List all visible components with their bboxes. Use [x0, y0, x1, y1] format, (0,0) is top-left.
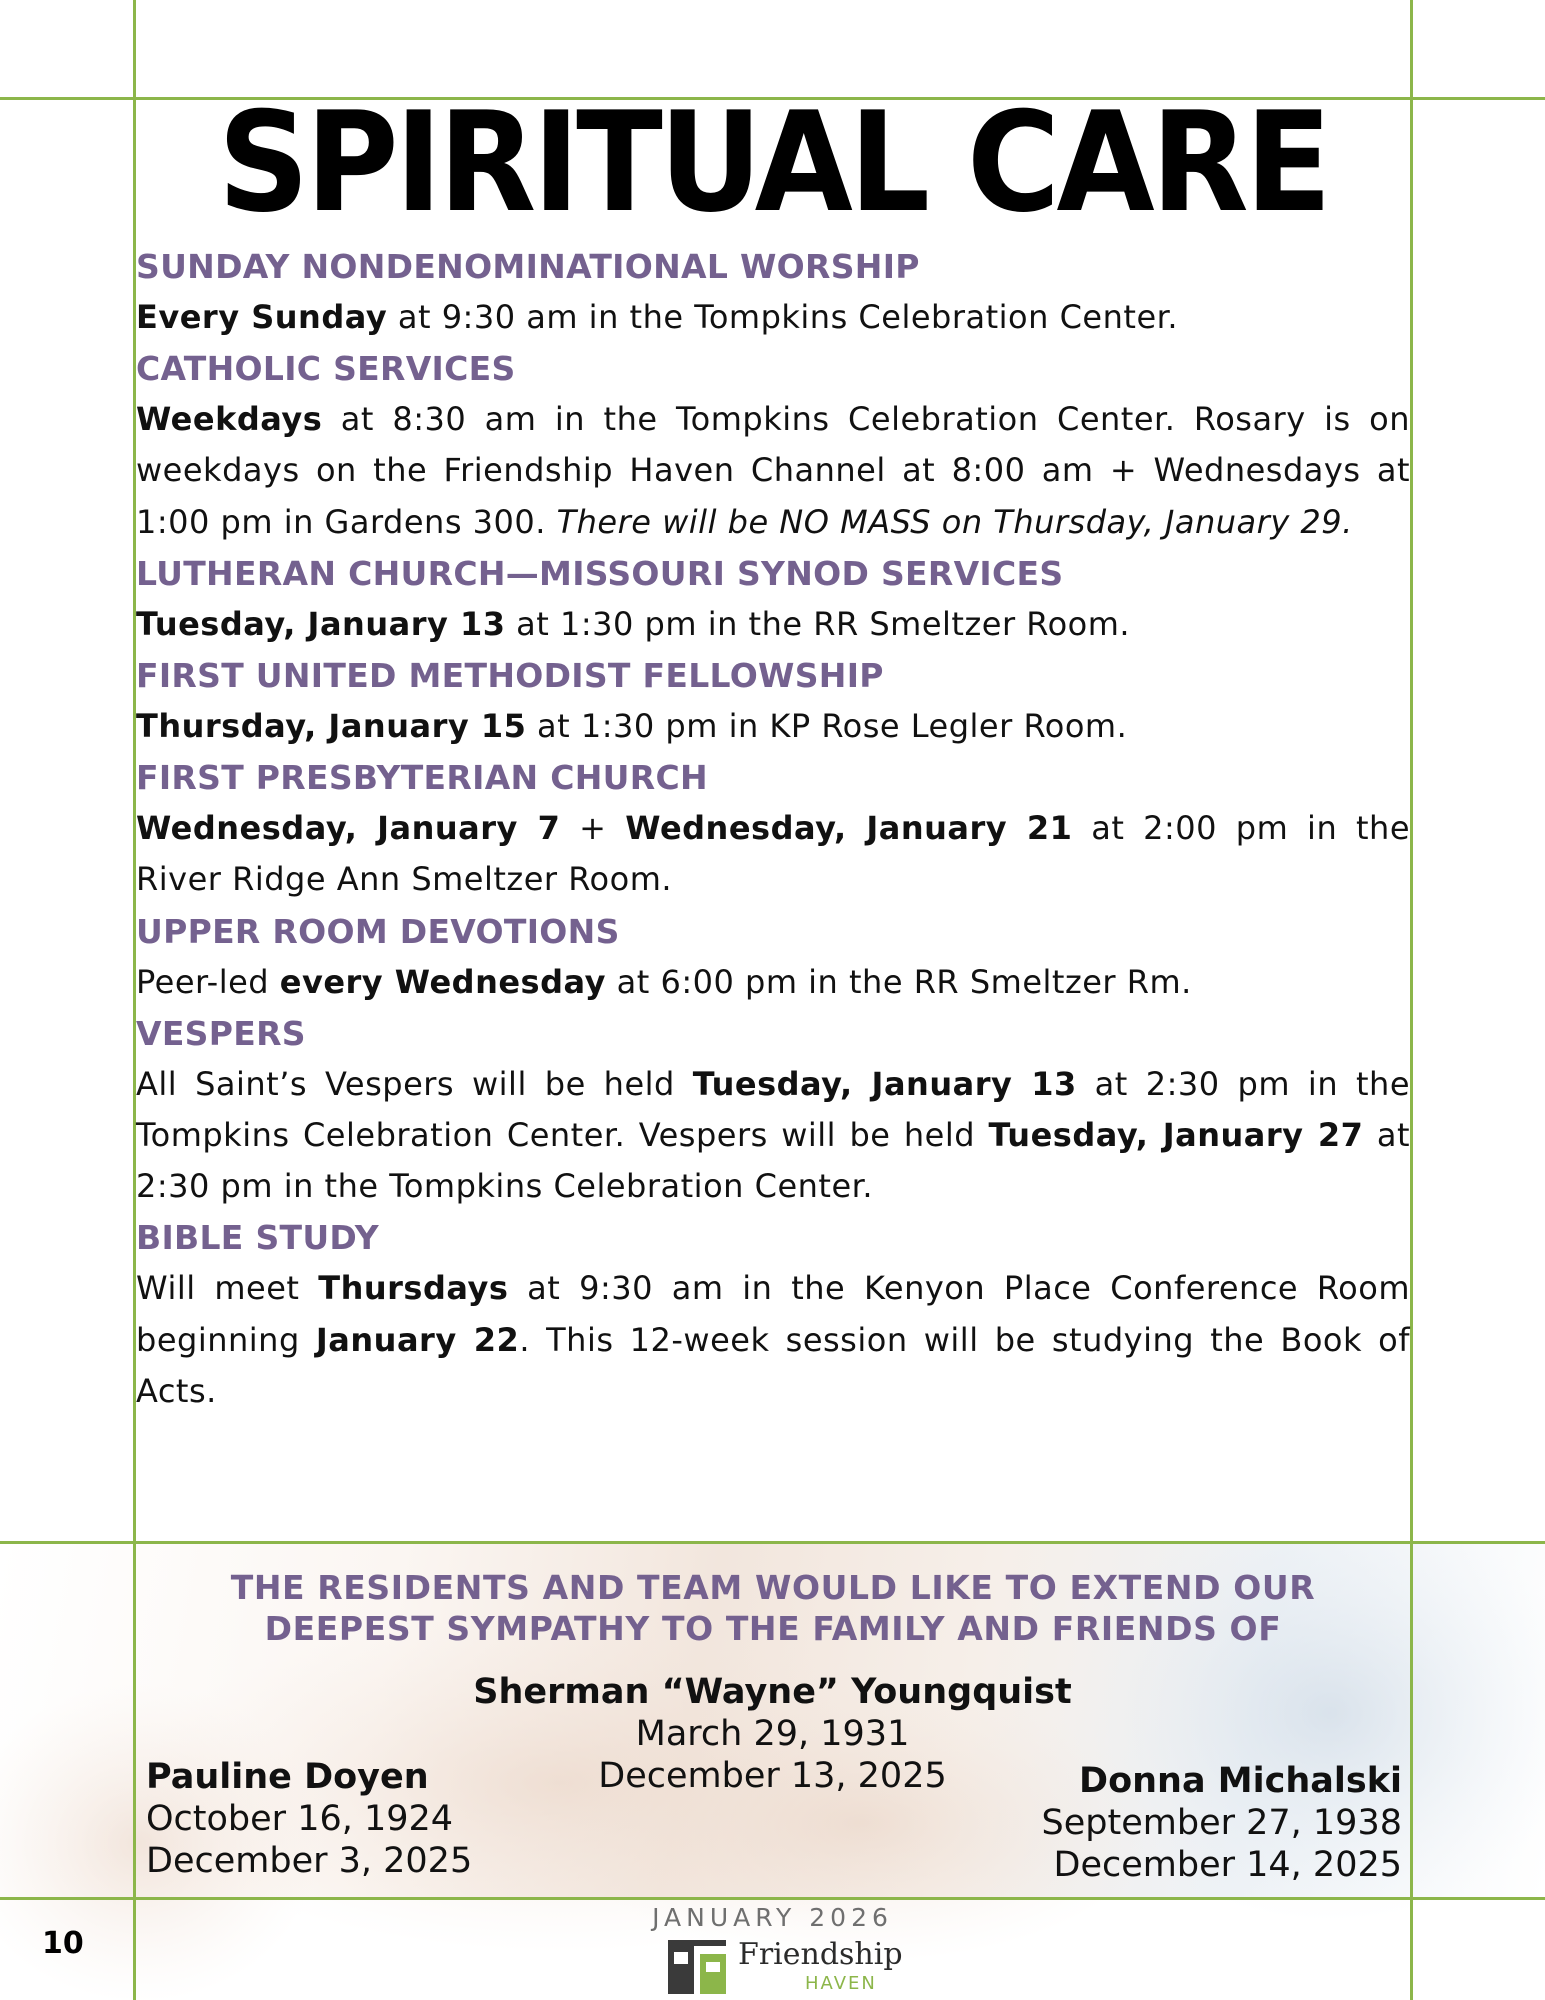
- section-body-vespers: All Saint’s Vespers will be held Tuesday, January 13 at 2:30 pm in the Tompkins Celebration Center. Vespers will be held Tuesday, January 27 at 2:30 pm in the Tompkins Celebration Center.: [136, 1064, 1411, 1206]
- memorial-died: December 13, 2025: [598, 1756, 947, 1796]
- memorial-doyen: [146, 1756, 472, 1882]
- memorial-born: September 27, 1938: [1041, 1803, 1402, 1843]
- sympathy-heading-line-2: DEEPEST SYMPATHY TO THE FAMILY AND FRIENDS OF: [264, 1609, 1282, 1648]
- section-heading-lutheran: LUTHERAN CHURCH—MISSOURI SYNOD SERVICES: [136, 553, 1064, 593]
- memorial-died: December 3, 2025: [146, 1841, 473, 1881]
- memorial-born: March 29, 1931: [635, 1714, 910, 1754]
- section-heading-presbyterian: FIRST PRESBYTERIAN CHURCH: [136, 758, 708, 798]
- grid-line-right: [1410, 0, 1413, 2000]
- grid-line-middle: [0, 1541, 1545, 1544]
- services-list: [136, 241, 1410, 1417]
- section-heading-upper-room: UPPER ROOM DEVOTIONS: [136, 911, 620, 951]
- section-heading-catholic: CATHOLIC SERVICES: [136, 349, 516, 389]
- sympathy-heading: [134, 1567, 1412, 1649]
- logo-subtitle: HAVEN: [805, 1973, 877, 1994]
- section-heading-vespers: VESPERS: [136, 1013, 306, 1053]
- grid-line-bottom: [0, 1897, 1545, 1900]
- memorial-name: Sherman “Wayne” Youngquist: [473, 1672, 1072, 1712]
- section-body-bible-study: Will meet Thursdays at 9:30 am in the Kenyon Place Conference Room beginning January 22. This 12-week session will be studying the Book of Acts.: [136, 1269, 1411, 1410]
- section-body-catholic: Weekdays at 8:30 am in the Tompkins Celebration Center. Rosary is on weekdays on the Friendship Haven Channel at 8:00 am + Wednesdays at 1:00 pm in Gardens 300. There will be NO MASS on Thursday, January 29.: [136, 400, 1410, 541]
- section-body-presbyterian: Wednesday, January 7 + Wednesday, January 21 at 2:00 pm in the River Ridge Ann Smeltzer Room.: [136, 809, 1411, 899]
- sympathy-heading-line-1: THE RESIDENTS AND TEAM WOULD LIKE TO EXTEND OUR: [230, 1568, 1316, 1607]
- memorial-michalski: [900, 1760, 1402, 1886]
- memorial-born: October 16, 1924: [146, 1799, 454, 1839]
- section-heading-sunday: SUNDAY NONDENOMINATIONAL WORSHIP: [136, 247, 920, 286]
- section-heading-bible-study: BIBLE STUDY: [136, 1218, 379, 1258]
- section-body-upper-room: Peer-led every Wednesday at 6:00 pm in the RR Smeltzer Rm.: [136, 962, 1192, 1001]
- memorial-died: December 14, 2025: [1053, 1845, 1402, 1885]
- logo-wordmark: Friendship: [738, 1937, 903, 1972]
- section-heading-methodist: FIRST UNITED METHODIST FELLOWSHIP: [136, 656, 884, 696]
- issue-date: JANUARY 2026: [652, 1903, 893, 1932]
- section-body-sunday: Every Sunday at 9:30 am in the Tompkins Celebration Center.: [136, 298, 1179, 336]
- section-body-lutheran: Tuesday, January 13 at 1:30 pm in the RR Smeltzer Room.: [136, 604, 1131, 643]
- page-title: SPIRITUAL CARE: [217, 82, 1329, 243]
- section-body-methodist: Thursday, January 15 at 1:30 pm in KP Rose Legler Room.: [136, 707, 1128, 746]
- memorial-name: Pauline Doyen: [146, 1757, 429, 1797]
- page-number: 10: [42, 1926, 84, 1961]
- memorial-name: Donna Michalski: [1079, 1761, 1402, 1801]
